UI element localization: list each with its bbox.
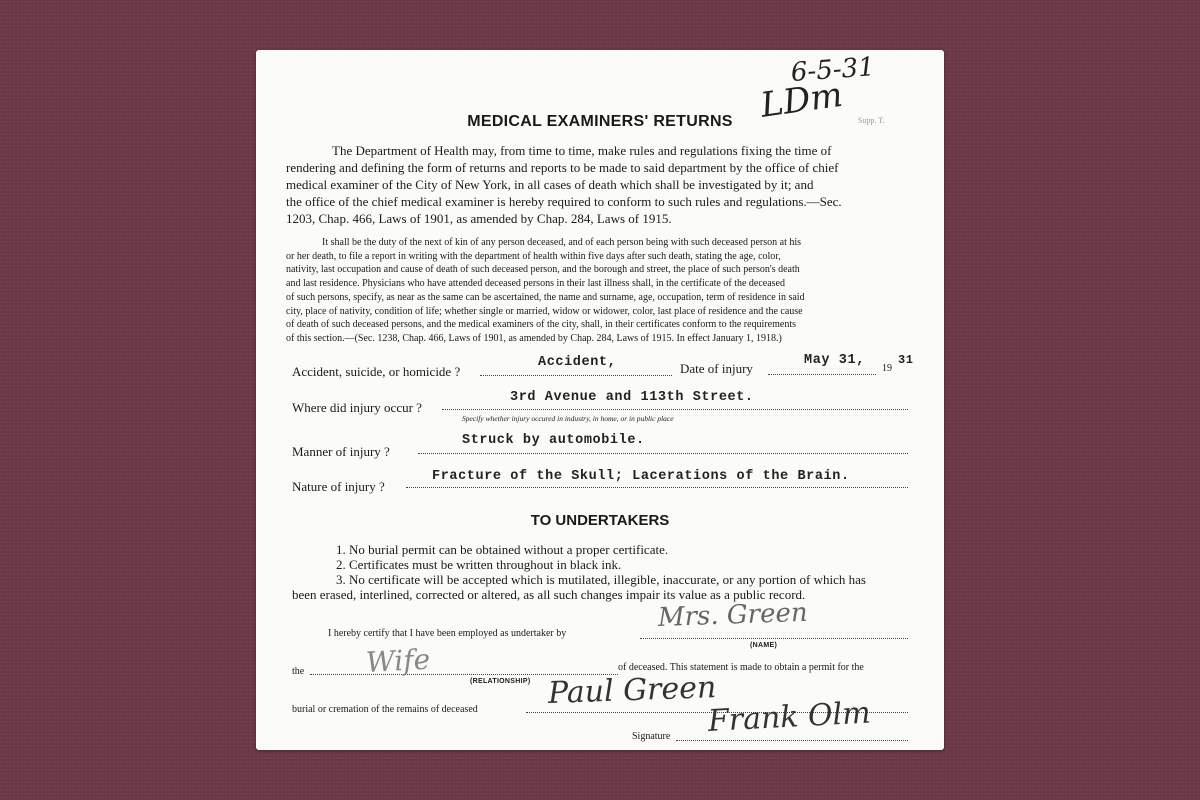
name-caption: (NAME) [750, 642, 778, 649]
statute-paragraph-2 [286, 236, 914, 346]
the-label: the [292, 666, 305, 677]
paragraph-line: city, place of nativity, condition of life; whether single or married, widow or widower, color, last place of residence and the cause [286, 305, 803, 317]
undertaker-employer-name: Mrs. Green [657, 597, 809, 633]
undertaker-signature: Frank Olm [707, 695, 872, 739]
paragraph-line: of this section.—(Sec. 1238, Chap. 466, Laws of 1901, as amended by Chap. 284, Laws of 1915. In effect January 1, 1918.) [286, 332, 782, 344]
manner-value: Struck by automobile. [462, 433, 645, 448]
undertakers-item: 3. No certificate will be accepted which is mutilated, illegible, inaccurate, or any portion of which has [336, 572, 866, 587]
date-line [768, 374, 876, 375]
manner-label: Manner of injury ? [292, 444, 390, 459]
undertakers-item: 1. No burial permit can be obtained without a proper certificate. [336, 542, 669, 557]
where-label: Where did injury occur ? [292, 400, 422, 415]
date-annotation: 6-5-31 [789, 52, 876, 88]
paragraph-line: of death of such deceased persons, and the medical examiners of the city, shall, in their certificates conform to the requirements [286, 319, 796, 331]
paragraph-line: medical examiner of the City of New York, in all cases of death which shall be investigated by it; and [286, 177, 814, 192]
paragraph-line: It shall be the duty of the next of kin of any person deceased, and of each person being with such deceased person at his [322, 237, 802, 248]
page-title: MEDICAL EXAMINERS' RETURNS [467, 113, 733, 130]
of-deceased-label: of deceased. This statement is made to obtain a permit for the [618, 662, 864, 673]
where-line [442, 409, 908, 410]
accident-label: Accident, suicide, or homicide ? [292, 364, 461, 379]
statute-paragraph-1 [286, 142, 914, 227]
deceased-name: Paul Green [547, 670, 717, 711]
where-value: 3rd Avenue and 113th Street. [510, 390, 754, 405]
name-line [640, 638, 908, 639]
relationship-caption: (RELATIONSHIP) [470, 678, 531, 685]
undertakers-item-continued: been erased, interlined, corrected or altered, as all such changes impair its value as a public record. [292, 587, 806, 602]
stamp-mark: Supp. T. [858, 116, 885, 125]
paragraph-line: and last residence. Physicians who have attended deceased persons in their last illness shall, in the certificate of the deceased [286, 278, 785, 290]
date-label: Date of injury [680, 361, 753, 376]
initials-annotation: LDm [758, 74, 846, 126]
accident-value: Accident, [538, 355, 617, 370]
manner-line [418, 453, 908, 454]
nature-label: Nature of injury ? [292, 479, 385, 494]
certify-label: I hereby certify that I have been employed as undertaker by [328, 628, 567, 639]
signature-line [676, 740, 908, 741]
burial-label: burial or cremation of the remains of deceased [292, 704, 478, 715]
undertakers-heading: TO UNDERTAKERS [530, 512, 670, 529]
relationship-value: Wife [365, 642, 431, 679]
date-value: May 31, [804, 353, 865, 368]
paragraph-line: rendering and defining the form of returns and reports to be made to said department by the office of chief [286, 160, 839, 175]
year-prefix: 19 [882, 363, 892, 374]
medical-examiner-form [256, 50, 944, 750]
undertakers-item: 2. Certificates must be written throughout in black ink. [336, 557, 622, 572]
paragraph-line: 1203, Chap. 466, Laws of 1901, as amended by Chap. 284, Laws of 1915. [286, 211, 672, 226]
where-note: Specify whether injury occured in industry, in home, or in public place [462, 414, 674, 423]
paragraph-line: or her death, to file a report in writing with the department of health within five days after such death, stating the age, color, [286, 250, 781, 262]
accident-line [480, 375, 672, 376]
paragraph-line: nativity, last occupation and cause of death of such deceased person, and the borough and street, the place of such person's death [286, 264, 800, 276]
paragraph-line: of such persons, specify, as near as the same can be ascertained, the name and surname, age, occupation, term of residence in said [286, 291, 805, 303]
paragraph-line: the office of the chief medical examiner is hereby required to conform to such rules and regulations.—Sec. [286, 194, 842, 209]
nature-value: Fracture of the Skull; Lacerations of the Brain. [432, 469, 850, 484]
paragraph-line: The Department of Health may, from time to time, make rules and regulations fixing the time of [332, 143, 832, 158]
nature-line [406, 487, 908, 488]
year-value: 31 [898, 353, 914, 367]
signature-label: Signature [632, 731, 671, 742]
